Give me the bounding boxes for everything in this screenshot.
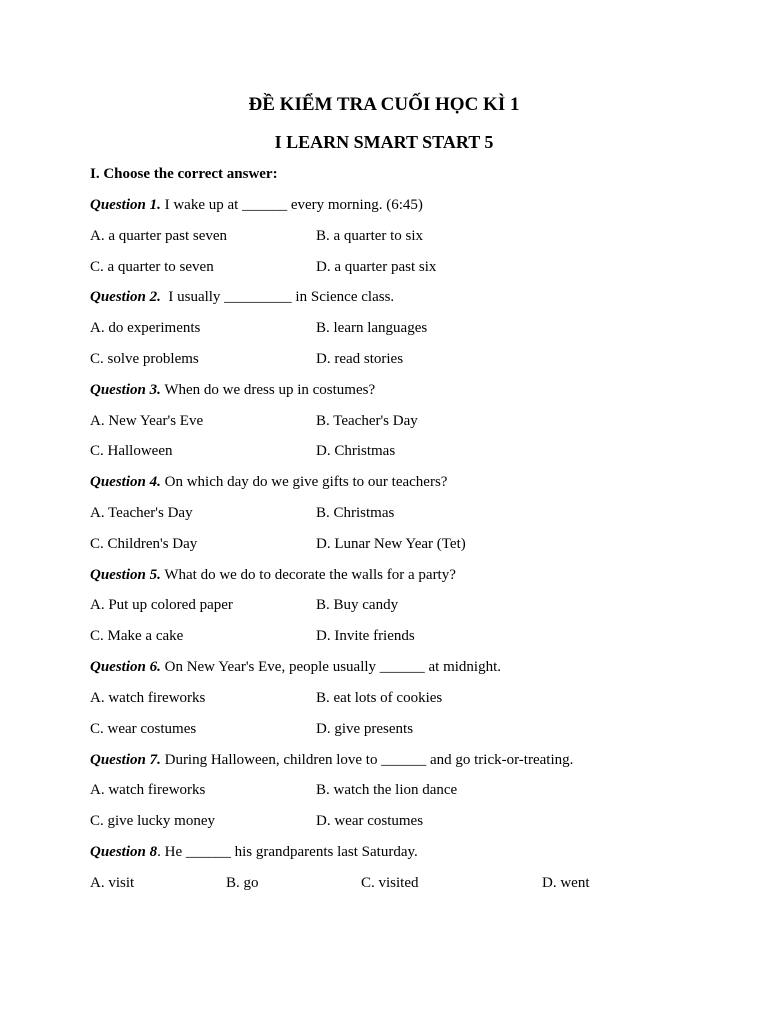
exam-subtitle: I LEARN SMART START 5 — [274, 132, 494, 152]
question-1 — [90, 194, 423, 216]
option-4d: D. Lunar New Year (Tet) — [316, 536, 466, 552]
option-7d: D. wear costumes — [316, 813, 424, 829]
option-7a: A. watch fireworks — [90, 782, 206, 798]
option-6c: C. wear costumes — [90, 721, 197, 737]
option-2b: B. learn languages — [316, 320, 428, 336]
option-2a: A. do experiments — [90, 320, 201, 336]
option-7c: C. give lucky money — [90, 813, 215, 829]
question-text: I wake up at ______ every morning. (6:45) — [160, 197, 423, 213]
option-2c: C. solve problems — [90, 351, 199, 367]
option-6b: B. eat lots of cookies — [316, 690, 443, 706]
option-5a: A. Put up colored paper — [90, 597, 233, 613]
question-text: When do we dress up in costumes? — [160, 382, 376, 398]
option-3c: C. Halloween — [90, 443, 173, 459]
option-3b: B. Teacher's Day — [316, 413, 418, 429]
option-7b: B. watch the lion dance — [316, 782, 458, 798]
question-text: On which day do we give gifts to our teachers? — [160, 474, 448, 490]
option-4a: A. Teacher's Day — [90, 505, 193, 521]
question-8 — [90, 841, 418, 863]
question-5 — [90, 564, 456, 586]
option-8a: A. visit — [90, 875, 135, 891]
option-2d: D. read stories — [316, 351, 404, 367]
option-1a: A. a quarter past seven — [90, 228, 228, 244]
option-5c: C. Make a cake — [90, 628, 184, 644]
question-2 — [90, 286, 394, 308]
option-8b: B. go — [226, 875, 259, 891]
question-text: What do we do to decorate the walls for a party? — [160, 567, 456, 583]
option-3d: D. Christmas — [316, 443, 396, 459]
question-label: Question 4. — [90, 474, 161, 490]
option-4c: C. Children's Day — [90, 536, 198, 552]
option-5d: D. Invite friends — [316, 628, 415, 644]
question-label: Question 1. — [90, 197, 161, 213]
option-6d: D. give presents — [316, 721, 414, 737]
question-text: I usually _________ in Science class. — [160, 289, 395, 305]
question-label: Question 2. — [90, 289, 161, 305]
question-label: Question 6. — [90, 659, 161, 675]
question-text: . He ______ his grandparents last Saturday. — [157, 844, 418, 860]
question-label: Question 8 — [90, 844, 158, 860]
section-heading: I. Choose the correct answer: — [90, 166, 278, 182]
question-6 — [90, 656, 501, 678]
question-7 — [90, 749, 573, 771]
option-8d: D. went — [542, 875, 590, 891]
option-1d: D. a quarter past six — [316, 259, 437, 275]
option-4b: B. Christmas — [316, 505, 395, 521]
option-8c: C. visited — [361, 875, 419, 891]
question-label: Question 7. — [90, 752, 161, 768]
question-label: Question 5. — [90, 567, 161, 583]
question-3 — [90, 379, 375, 401]
question-text: During Halloween, children love to ______ and go trick-or-treating. — [160, 752, 574, 768]
question-4 — [90, 471, 447, 493]
option-1b: B. a quarter to six — [316, 228, 424, 244]
exam-title: ĐỀ KIỂM TRA CUỐI HỌC KÌ 1 — [248, 94, 520, 115]
option-3a: A. New Year's Eve — [90, 413, 204, 429]
option-6a: A. watch fireworks — [90, 690, 206, 706]
option-5b: B. Buy candy — [316, 597, 399, 613]
option-1c: C. a quarter to seven — [90, 259, 214, 275]
question-text: On New Year's Eve, people usually ______ at midnight. — [160, 659, 502, 675]
question-label: Question 3. — [90, 382, 161, 398]
